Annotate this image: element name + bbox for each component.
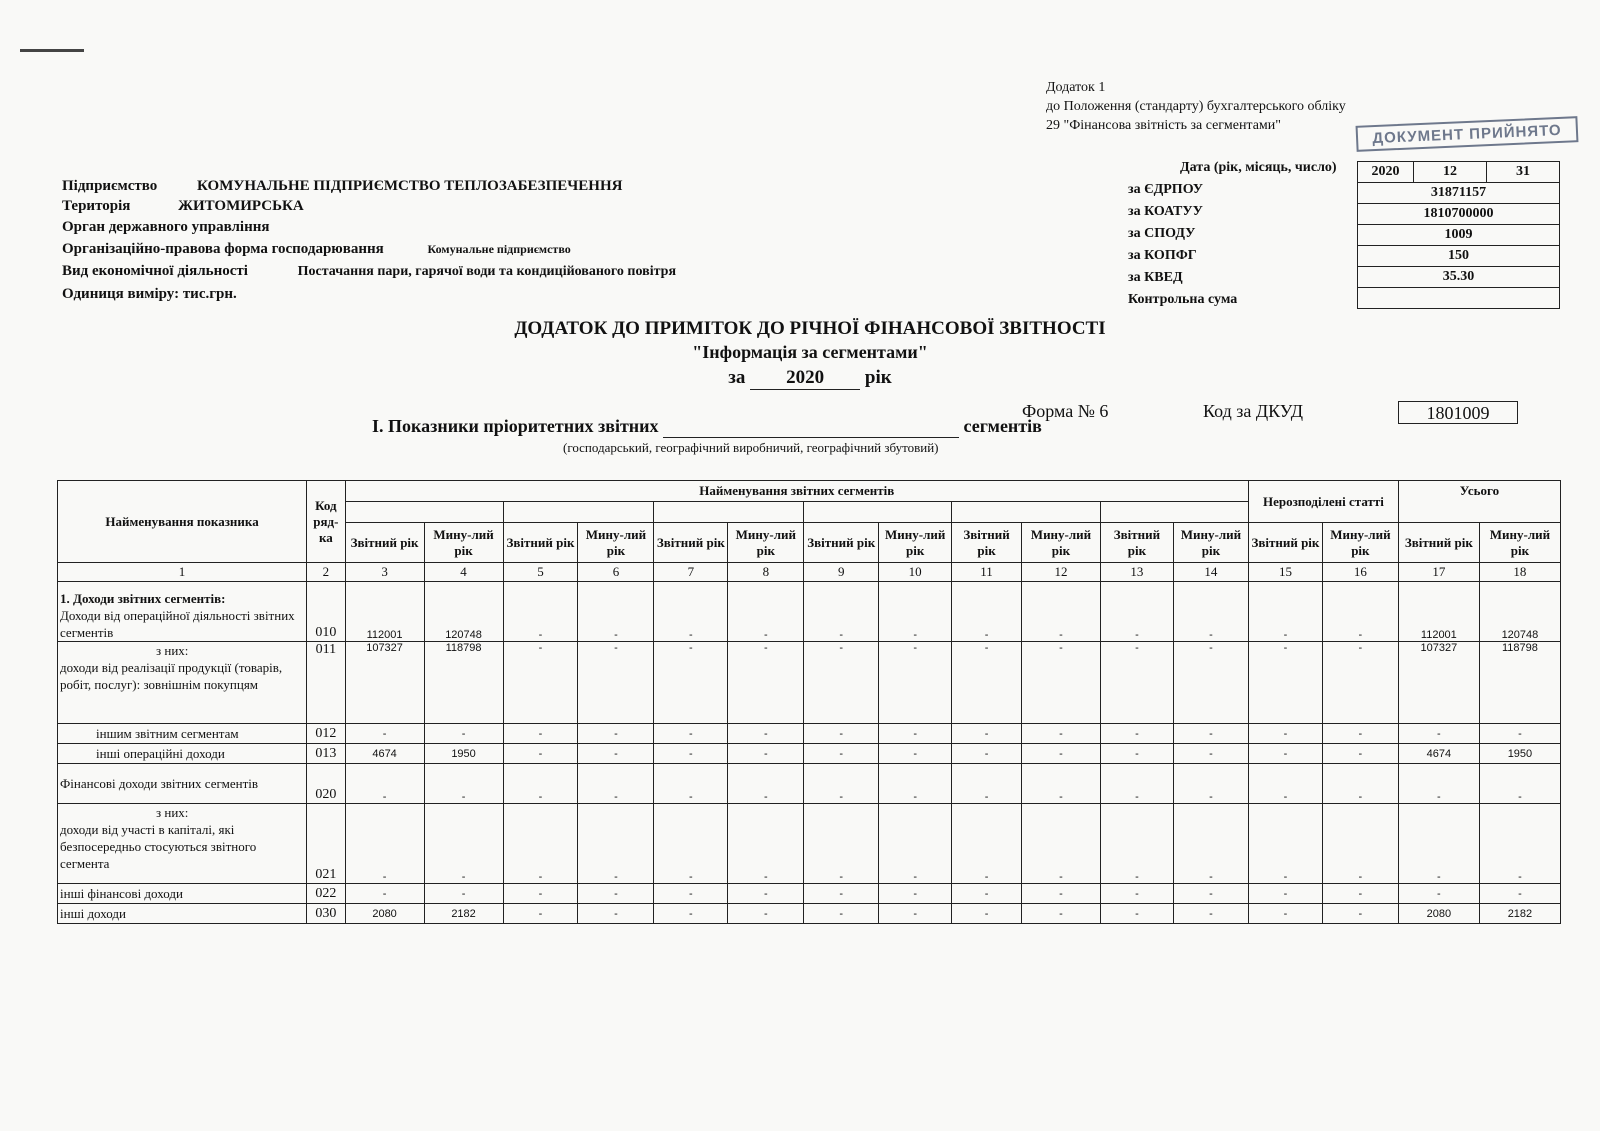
- cell-012-col9: -: [804, 724, 879, 744]
- territory-label: Територія: [62, 198, 131, 214]
- cell-011-col16: -: [1322, 642, 1398, 724]
- dkud-label: Код за ДКУД: [1203, 401, 1303, 421]
- cell-030-col9: -: [804, 904, 879, 924]
- cell-012-col6: -: [578, 724, 654, 744]
- cell-030-col17: 2080: [1398, 904, 1479, 924]
- header-unallocated: Нерозподілені статті: [1248, 481, 1398, 523]
- cell-010-col12: -: [1021, 582, 1100, 642]
- checksum-value: [1358, 288, 1560, 309]
- doc-title: ДОДАТОК ДО ПРИМІТОК ДО РІЧНОЇ ФІНАНСОВОЇ ЗВІТНОСТІ: [514, 318, 1106, 339]
- annex-note: [1046, 78, 1346, 135]
- row-code: 021: [307, 804, 345, 884]
- company-name: КОМУНАЛЬНЕ ПІДПРИЄМСТВО ТЕПЛОЗАБЕЗПЕЧЕННЯ: [197, 178, 623, 194]
- cell-021-col15: -: [1248, 804, 1322, 884]
- column-number-8: 8: [728, 563, 804, 582]
- cell-021-col5: -: [503, 804, 578, 884]
- column-number-1: 1: [58, 563, 307, 582]
- table-row-021: [58, 804, 1561, 884]
- row-code: 013: [307, 744, 345, 764]
- cell-020-col5: -: [503, 764, 578, 804]
- row-code: 020: [307, 764, 345, 804]
- column-number-13: 13: [1100, 563, 1173, 582]
- row-label-text: Фінансові доходи звітних сегментів: [60, 776, 259, 791]
- section-1-heading: 1. Доходи звітних сегментів:: [60, 591, 226, 606]
- cell-013-col8: -: [728, 744, 804, 764]
- kved-value: 35.30: [1358, 267, 1560, 288]
- segment-3-name: [654, 502, 804, 523]
- row-label-020: [58, 764, 307, 804]
- column-number-9: 9: [804, 563, 879, 582]
- cell-013-col15: -: [1248, 744, 1322, 764]
- header-current-9: Звітний рік: [804, 523, 879, 563]
- cell-022-col17: -: [1398, 884, 1479, 904]
- cell-013-col16: -: [1322, 744, 1398, 764]
- cell-022-col5: -: [503, 884, 578, 904]
- row-code: 011: [307, 642, 345, 724]
- cell-010-col4: 120748: [424, 582, 503, 642]
- cell-022-col10: -: [879, 884, 952, 904]
- header-prev-12: Мину-лий рік: [1021, 523, 1100, 563]
- checksum-label: Контрольна сума: [1128, 292, 1238, 307]
- header-prev-8: Мину-лий рік: [728, 523, 804, 563]
- header-total: Усього: [1398, 481, 1560, 523]
- cell-021-col10: -: [879, 804, 952, 884]
- column-number-4: 4: [424, 563, 503, 582]
- segments-table: [57, 480, 1561, 924]
- segment-4-name: [804, 502, 952, 523]
- cell-020-col18: -: [1479, 764, 1560, 804]
- row-code: 030: [307, 904, 345, 924]
- segment-2-name: [503, 502, 654, 523]
- column-number-11: 11: [952, 563, 1022, 582]
- dkud-value: 1801009: [1398, 401, 1518, 424]
- date-year: 2020: [1358, 162, 1414, 183]
- annex-line-2: до Положення (стандарту) бухгалтерського обліку: [1046, 99, 1346, 114]
- cell-021-col13: -: [1100, 804, 1173, 884]
- cell-030-col5: -: [503, 904, 578, 924]
- kopfg-value: 150: [1358, 246, 1560, 267]
- cell-021-col6: -: [578, 804, 654, 884]
- scan-artifact: [20, 49, 84, 52]
- cell-021-col8: -: [728, 804, 804, 884]
- cell-022-col9: -: [804, 884, 879, 904]
- period-year: 2020: [750, 367, 860, 390]
- column-number-12: 12: [1021, 563, 1100, 582]
- cell-012-col18: -: [1479, 724, 1560, 744]
- cell-010-col18: 120748: [1479, 582, 1560, 642]
- accepted-stamp: ДОКУМЕНТ ПРИЙНЯТО: [1356, 116, 1579, 152]
- row-label-010: [58, 582, 307, 642]
- cell-022-col8: -: [728, 884, 804, 904]
- cell-012-col8: -: [728, 724, 804, 744]
- segment-type-blank: [663, 416, 959, 438]
- row-code: 012: [307, 724, 345, 744]
- cell-030-col6: -: [578, 904, 654, 924]
- cell-011-col5: -: [503, 642, 578, 724]
- cell-012-col4: -: [424, 724, 503, 744]
- doc-subtitle: "Інформація за сегментами": [692, 342, 928, 362]
- table-row-010: [58, 582, 1561, 642]
- cell-022-col12: -: [1021, 884, 1100, 904]
- koatuu-label: за КОАТУУ: [1128, 204, 1203, 219]
- edrpou-value: 31871157: [1358, 183, 1560, 204]
- cell-013-col7: -: [654, 744, 728, 764]
- header-current-3: Звітний рік: [345, 523, 424, 563]
- cell-022-col16: -: [1322, 884, 1398, 904]
- cell-011-col15: -: [1248, 642, 1322, 724]
- legal-form-label: Організаційно-правова форма господарювання: [62, 241, 384, 257]
- header-code: Код ряд-ка: [307, 481, 345, 563]
- cell-011-col14: -: [1173, 642, 1248, 724]
- cell-012-col11: -: [952, 724, 1022, 744]
- row-label-text: іншим звітним сегментам: [96, 726, 239, 741]
- cell-021-col7: -: [654, 804, 728, 884]
- cell-012-col15: -: [1248, 724, 1322, 744]
- cell-010-col14: -: [1173, 582, 1248, 642]
- cell-022-col3: -: [345, 884, 424, 904]
- cell-013-col4: 1950: [424, 744, 503, 764]
- row-label-022: [58, 884, 307, 904]
- cell-021-col17: -: [1398, 804, 1479, 884]
- table-row-022: [58, 884, 1561, 904]
- section-note: (господарський, географічний виробничий, географічний збутовий): [563, 440, 939, 455]
- section-title-start: І. Показники пріоритетних звітних: [372, 416, 659, 436]
- cell-010-col7: -: [654, 582, 728, 642]
- header-current-7: Звітний рік: [654, 523, 728, 563]
- cell-010-col9: -: [804, 582, 879, 642]
- table-row-013: [58, 744, 1561, 764]
- table-body: [58, 582, 1561, 924]
- cell-030-col12: -: [1021, 904, 1100, 924]
- cell-021-col18: -: [1479, 804, 1560, 884]
- cell-021-col3: -: [345, 804, 424, 884]
- legal-form-line: [62, 241, 571, 258]
- row-code: 010: [307, 582, 345, 642]
- cell-021-col16: -: [1322, 804, 1398, 884]
- cell-020-col16: -: [1322, 764, 1398, 804]
- row-label-011: [58, 642, 307, 724]
- date-month: 12: [1414, 162, 1487, 183]
- cell-010-col17: 112001: [1398, 582, 1479, 642]
- column-number-16: 16: [1322, 563, 1398, 582]
- annex-line-1: Додаток 1: [1046, 80, 1106, 95]
- cell-020-col11: -: [952, 764, 1022, 804]
- annex-line-3: 29 "Фінансова звітність за сегментами": [1046, 118, 1281, 133]
- section-title-end: сегментів: [963, 416, 1042, 436]
- cell-020-col4: -: [424, 764, 503, 804]
- cell-012-col14: -: [1173, 724, 1248, 744]
- cell-022-col14: -: [1173, 884, 1248, 904]
- cell-010-col5: -: [503, 582, 578, 642]
- header-prev-14: Мину-лий рік: [1173, 523, 1248, 563]
- header-prev-6: Мину-лий рік: [578, 523, 654, 563]
- cell-020-col13: -: [1100, 764, 1173, 804]
- activity-label: Вид економічної діяльності: [62, 263, 248, 279]
- row-label-text: інші доходи: [60, 906, 126, 921]
- header-prev-16: Мину-лий рік: [1322, 523, 1398, 563]
- cell-012-col12: -: [1021, 724, 1100, 744]
- cell-010-col13: -: [1100, 582, 1173, 642]
- header-segments: Найменування звітних сегментів: [345, 481, 1248, 502]
- cell-012-col7: -: [654, 724, 728, 744]
- column-number-5: 5: [503, 563, 578, 582]
- edrpou-label: за ЄДРПОУ: [1128, 182, 1204, 197]
- cell-012-col13: -: [1100, 724, 1173, 744]
- cell-010-col11: -: [952, 582, 1022, 642]
- segment-1-name: [345, 502, 503, 523]
- row-label-013: [58, 744, 307, 764]
- cell-022-col13: -: [1100, 884, 1173, 904]
- cell-022-col7: -: [654, 884, 728, 904]
- cell-022-col4: -: [424, 884, 503, 904]
- spodu-value: 1009: [1358, 225, 1560, 246]
- cell-020-col17: -: [1398, 764, 1479, 804]
- spodu-label: за СПОДУ: [1128, 226, 1196, 241]
- cell-012-col16: -: [1322, 724, 1398, 744]
- cell-013-col6: -: [578, 744, 654, 764]
- section-title: [372, 416, 1042, 438]
- cell-011-col11: -: [952, 642, 1022, 724]
- form-number: Форма № 6: [1022, 401, 1109, 421]
- cell-012-col5: -: [503, 724, 578, 744]
- territory-value: ЖИТОМИРСЬКА: [178, 198, 304, 214]
- legal-form-value: Комунальне підприємство: [427, 242, 571, 256]
- cell-030-col10: -: [879, 904, 952, 924]
- cell-013-col10: -: [879, 744, 952, 764]
- authority-label: Орган державного управління: [62, 219, 270, 235]
- cell-030-col7: -: [654, 904, 728, 924]
- cell-020-col7: -: [654, 764, 728, 804]
- column-number-7: 7: [654, 563, 728, 582]
- cell-030-col13: -: [1100, 904, 1173, 924]
- table-row-020: [58, 764, 1561, 804]
- cell-011-col18: 118798: [1479, 642, 1560, 724]
- period-rik: рік: [864, 367, 892, 388]
- cell-030-col8: -: [728, 904, 804, 924]
- header-prev-18: Мину-лий рік: [1479, 523, 1560, 563]
- segment-6-name: [1100, 502, 1248, 523]
- cell-022-col11: -: [952, 884, 1022, 904]
- cell-010-col15: -: [1248, 582, 1322, 642]
- cell-011-col13: -: [1100, 642, 1173, 724]
- koatuu-value: 1810700000: [1358, 204, 1560, 225]
- cell-030-col3: 2080: [345, 904, 424, 924]
- cell-022-col6: -: [578, 884, 654, 904]
- header-prev-10: Мину-лий рік: [879, 523, 952, 563]
- cell-022-col15: -: [1248, 884, 1322, 904]
- cell-011-col12: -: [1021, 642, 1100, 724]
- row-label-text: інші операційні доходи: [96, 746, 225, 761]
- cell-022-col18: -: [1479, 884, 1560, 904]
- header-current-5: Звітний рік: [503, 523, 578, 563]
- cell-011-col8: -: [728, 642, 804, 724]
- cell-010-col16: -: [1322, 582, 1398, 642]
- cell-020-col12: -: [1021, 764, 1100, 804]
- cell-021-col11: -: [952, 804, 1022, 884]
- cell-021-col12: -: [1021, 804, 1100, 884]
- cell-021-col9: -: [804, 804, 879, 884]
- cell-020-col14: -: [1173, 764, 1248, 804]
- header-current-13: Звітний рік: [1100, 523, 1173, 563]
- cell-030-col16: -: [1322, 904, 1398, 924]
- cell-013-col9: -: [804, 744, 879, 764]
- cell-011-col3: 107327: [345, 642, 424, 724]
- cell-011-col17: 107327: [1398, 642, 1479, 724]
- column-number-14: 14: [1173, 563, 1248, 582]
- cell-020-col8: -: [728, 764, 804, 804]
- row-label-012: [58, 724, 307, 744]
- header-current-15: Звітний рік: [1248, 523, 1322, 563]
- table-row-011: [58, 642, 1561, 724]
- segment-5-name: [952, 502, 1101, 523]
- column-number-6: 6: [578, 563, 654, 582]
- cell-021-col14: -: [1173, 804, 1248, 884]
- cell-012-col10: -: [879, 724, 952, 744]
- cell-010-col10: -: [879, 582, 952, 642]
- header-current-11: Звітний рік: [952, 523, 1022, 563]
- cell-030-col15: -: [1248, 904, 1322, 924]
- period-za: за: [728, 367, 746, 388]
- cell-020-col3: -: [345, 764, 424, 804]
- cell-013-col17: 4674: [1398, 744, 1479, 764]
- date-label: Дата (рік, місяць, число): [1180, 160, 1337, 175]
- cell-030-col11: -: [952, 904, 1022, 924]
- row-subheading: з них:: [156, 805, 189, 820]
- kved-label: за КВЕД: [1128, 270, 1183, 285]
- cell-010-col3: 112001: [345, 582, 424, 642]
- cell-020-col10: -: [879, 764, 952, 804]
- column-number-17: 17: [1398, 563, 1479, 582]
- cell-010-col6: -: [578, 582, 654, 642]
- table-row-030: [58, 904, 1561, 924]
- row-label-030: [58, 904, 307, 924]
- cell-020-col9: -: [804, 764, 879, 804]
- row-label-text: інші фінансові доходи: [60, 886, 183, 901]
- cell-012-col3: -: [345, 724, 424, 744]
- row-label-021: [58, 804, 307, 884]
- cell-011-col7: -: [654, 642, 728, 724]
- row-label-text: Доходи від операційної діяльності звітних сегментів: [60, 608, 295, 640]
- cell-012-col17: -: [1398, 724, 1479, 744]
- codes-table: [1357, 161, 1560, 309]
- column-number-18: 18: [1479, 563, 1560, 582]
- header-prev-4: Мину-лий рік: [424, 523, 503, 563]
- cell-020-col6: -: [578, 764, 654, 804]
- territory-line: [62, 198, 304, 215]
- cell-030-col4: 2182: [424, 904, 503, 924]
- cell-013-col5: -: [503, 744, 578, 764]
- row-subheading: з них:: [156, 643, 189, 658]
- cell-011-col10: -: [879, 642, 952, 724]
- company-line: [62, 178, 622, 195]
- cell-030-col14: -: [1173, 904, 1248, 924]
- header-name: Найменування показника: [58, 481, 307, 563]
- cell-011-col4: 118798: [424, 642, 503, 724]
- table-row-012: [58, 724, 1561, 744]
- date-day: 31: [1487, 162, 1560, 183]
- activity-value: Постачання пари, гарячої води та кондиційованого повітря: [297, 264, 677, 279]
- cell-013-col12: -: [1021, 744, 1100, 764]
- cell-030-col18: 2182: [1479, 904, 1560, 924]
- cell-011-col9: -: [804, 642, 879, 724]
- kopfg-label: за КОПФГ: [1128, 248, 1197, 263]
- cell-011-col6: -: [578, 642, 654, 724]
- row-code: 022: [307, 884, 345, 904]
- cell-013-col13: -: [1100, 744, 1173, 764]
- cell-013-col14: -: [1173, 744, 1248, 764]
- period-line: [0, 367, 1600, 390]
- cell-020-col15: -: [1248, 764, 1322, 804]
- column-number-2: 2: [307, 563, 345, 582]
- cell-021-col4: -: [424, 804, 503, 884]
- row-label-text: доходи від участі в капіталі, які безпосередньо стосуються звітного сегмента: [60, 822, 257, 871]
- cell-010-col8: -: [728, 582, 804, 642]
- row-label-text: доходи від реалізації продукції (товарів, робіт, послуг): зовнішнім покупцям: [60, 660, 283, 692]
- column-number-3: 3: [345, 563, 424, 582]
- column-number-10: 10: [879, 563, 952, 582]
- header-current-17: Звітний рік: [1398, 523, 1479, 563]
- cell-013-col11: -: [952, 744, 1022, 764]
- unit-label: Одиниця виміру: тис.грн.: [62, 286, 237, 302]
- cell-013-col18: 1950: [1479, 744, 1560, 764]
- cell-013-col3: 4674: [345, 744, 424, 764]
- company-label: Підприємство: [62, 178, 158, 194]
- activity-line: [62, 263, 676, 280]
- column-number-15: 15: [1248, 563, 1322, 582]
- column-numbers-row: [58, 563, 1561, 582]
